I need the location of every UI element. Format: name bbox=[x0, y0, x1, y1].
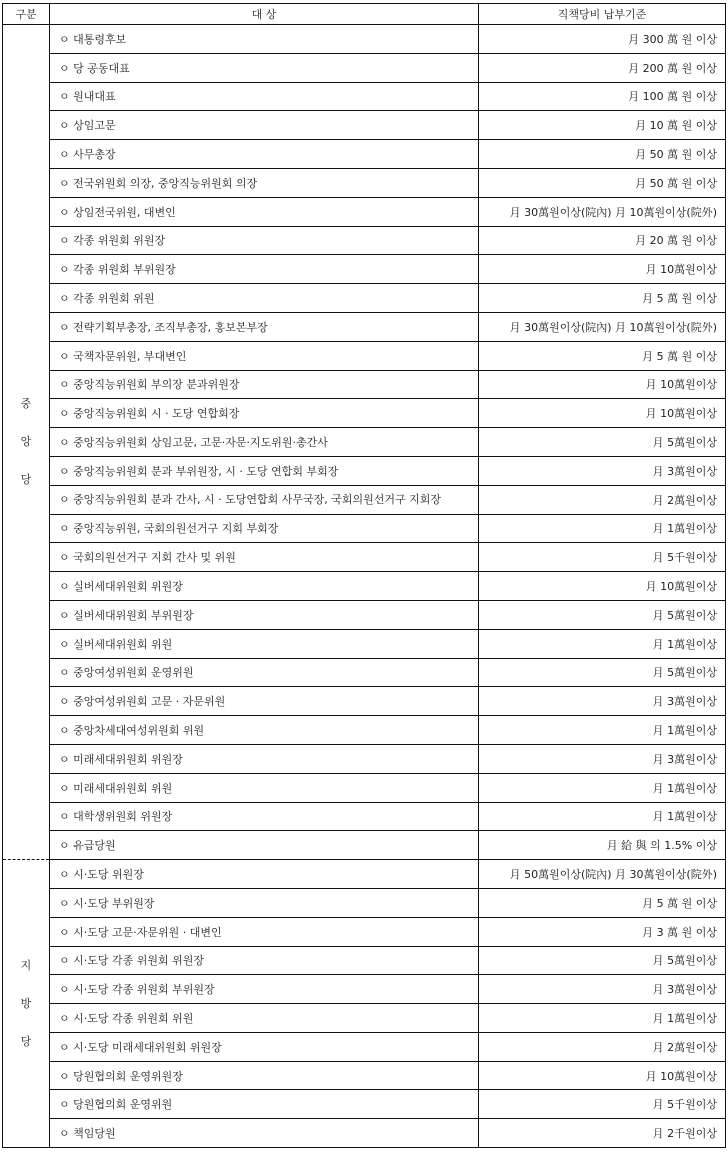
table-row bbox=[3, 946, 726, 975]
row-target: ㅇ 실버세대위원회 위원장 bbox=[50, 572, 479, 601]
table-row bbox=[3, 284, 726, 313]
category-central-char: 앙 bbox=[20, 435, 32, 449]
row-amount: 月 2千원이상 bbox=[479, 1119, 726, 1148]
row-target: ㅇ 중앙여성위원회 고문 · 자문위원 bbox=[50, 687, 479, 716]
row-amount: 月 5千원이상 bbox=[479, 1090, 726, 1119]
table-row bbox=[3, 370, 726, 399]
table-row bbox=[3, 25, 726, 54]
row-target: ㅇ 시·도당 각종 위원회 부위원장 bbox=[50, 975, 479, 1004]
row-amount: 月 5千원이상 bbox=[479, 543, 726, 572]
row-target: ㅇ 책임당원 bbox=[50, 1119, 479, 1148]
category-local-char: 방 bbox=[20, 996, 32, 1010]
row-amount: 月 100 萬 원 이상 bbox=[479, 82, 726, 111]
row-amount: 月 50 萬 원 이상 bbox=[479, 140, 726, 169]
row-target: ㅇ 사무총장 bbox=[50, 140, 479, 169]
header-category: 구분 bbox=[3, 4, 50, 25]
row-amount: 月 10萬원이상 bbox=[479, 399, 726, 428]
row-target: ㅇ 미래세대위원회 위원장 bbox=[50, 744, 479, 773]
row-amount: 月 10萬원이상 bbox=[479, 1061, 726, 1090]
row-amount: 月 50萬원이상(院內) 月 30萬원이상(院外) bbox=[479, 860, 726, 889]
row-target: ㅇ 시·도당 위원장 bbox=[50, 860, 479, 889]
table-row bbox=[3, 226, 726, 255]
row-amount: 月 2萬원이상 bbox=[479, 1032, 726, 1061]
row-amount: 月 3 萬 원 이상 bbox=[479, 917, 726, 946]
table-row bbox=[3, 1061, 726, 1090]
category-central-char: 중 bbox=[20, 397, 32, 411]
row-amount: 月 5萬원이상 bbox=[479, 946, 726, 975]
row-amount: 月 5萬원이상 bbox=[479, 658, 726, 687]
table-row bbox=[3, 860, 726, 889]
row-target: ㅇ 시·도당 미래세대위원회 위원장 bbox=[50, 1032, 479, 1061]
table-row bbox=[3, 53, 726, 82]
row-target: ㅇ 실버세대위원회 위원 bbox=[50, 629, 479, 658]
table-row bbox=[3, 514, 726, 543]
row-amount: 月 1萬원이상 bbox=[479, 1004, 726, 1033]
category-central-char: 당 bbox=[20, 473, 32, 487]
row-amount: 月 20 萬 원 이상 bbox=[479, 226, 726, 255]
row-target: ㅇ 각종 위원회 위원 bbox=[50, 284, 479, 313]
table-row bbox=[3, 140, 726, 169]
row-target: ㅇ 국책자문위원, 부대변인 bbox=[50, 341, 479, 370]
row-amount: 月 3萬원이상 bbox=[479, 687, 726, 716]
row-amount: 月 3萬원이상 bbox=[479, 744, 726, 773]
row-amount: 月 5萬원이상 bbox=[479, 600, 726, 629]
table-row bbox=[3, 399, 726, 428]
row-target: ㅇ 시·도당 고문·자문위원 · 대변인 bbox=[50, 917, 479, 946]
row-amount: 月 1萬원이상 bbox=[479, 514, 726, 543]
table-row bbox=[3, 773, 726, 802]
row-target: ㅇ 중앙직능위원, 국회의원선거구 지회 부회장 bbox=[50, 514, 479, 543]
row-target: ㅇ 상임고문 bbox=[50, 111, 479, 140]
row-target: ㅇ 중앙직능위원회 상임고문, 고문·자문·지도위원·총간사 bbox=[50, 428, 479, 457]
table-row bbox=[3, 572, 726, 601]
table-row bbox=[3, 341, 726, 370]
row-amount: 月 30萬원이상(院內) 月 10萬원이상(院外) bbox=[479, 197, 726, 226]
row-amount: 月 5 萬 원 이상 bbox=[479, 341, 726, 370]
category-local-char: 지 bbox=[20, 958, 32, 972]
table-row bbox=[3, 543, 726, 572]
table-row bbox=[3, 428, 726, 457]
row-target: ㅇ 유급당원 bbox=[50, 831, 479, 860]
category-local-char: 당 bbox=[20, 1034, 32, 1048]
header-amount: 직책당비 납부기준 bbox=[479, 4, 726, 25]
row-amount: 月 給 與 의 1.5% 이상 bbox=[479, 831, 726, 860]
row-target: ㅇ 미래세대위원회 위원 bbox=[50, 773, 479, 802]
table-row bbox=[3, 1004, 726, 1033]
row-target: ㅇ 당원협의회 운영위원 bbox=[50, 1090, 479, 1119]
table-row bbox=[3, 111, 726, 140]
row-amount: 月 1萬원이상 bbox=[479, 802, 726, 831]
row-target: ㅇ 중앙직능위원회 분과 부위원장, 시 · 도당 연합회 부회장 bbox=[50, 456, 479, 485]
table-row bbox=[3, 831, 726, 860]
table-row bbox=[3, 744, 726, 773]
row-target: ㅇ 중앙차세대여성위원회 위원 bbox=[50, 716, 479, 745]
row-amount: 月 2萬원이상 bbox=[479, 485, 726, 514]
row-target: ㅇ 전국위원회 의장, 중앙직능위원회 의장 bbox=[50, 168, 479, 197]
row-target: ㅇ 국회의원선거구 지회 간사 및 위원 bbox=[50, 543, 479, 572]
table-body bbox=[3, 25, 726, 1148]
table-row bbox=[3, 658, 726, 687]
row-target: ㅇ 시·도당 각종 위원회 위원 bbox=[50, 1004, 479, 1033]
table-row bbox=[3, 1090, 726, 1119]
table-row bbox=[3, 687, 726, 716]
row-amount: 月 10萬원이상 bbox=[479, 255, 726, 284]
table-row bbox=[3, 485, 726, 514]
row-target: ㅇ 당원협의회 운영위원장 bbox=[50, 1061, 479, 1090]
row-amount: 月 10 萬 원 이상 bbox=[479, 111, 726, 140]
table-row bbox=[3, 1119, 726, 1148]
header-row bbox=[3, 4, 726, 25]
row-amount: 月 3萬원이상 bbox=[479, 975, 726, 1004]
table-row bbox=[3, 82, 726, 111]
table-row bbox=[3, 600, 726, 629]
row-target: ㅇ 각종 위원회 위원장 bbox=[50, 226, 479, 255]
row-target: ㅇ 중앙직능위원회 분과 간사, 시 · 도당연합회 사무국장, 국회의원선거구 지회장 bbox=[50, 485, 479, 514]
table-row bbox=[3, 917, 726, 946]
table-row bbox=[3, 255, 726, 284]
category-central bbox=[3, 25, 50, 860]
row-amount: 月 10萬원이상 bbox=[479, 572, 726, 601]
header-target: 대 상 bbox=[50, 4, 479, 25]
row-target: ㅇ 원내대표 bbox=[50, 82, 479, 111]
row-target: ㅇ 중앙직능위원회 시 · 도당 연합회장 bbox=[50, 399, 479, 428]
table-row bbox=[3, 197, 726, 226]
table-row bbox=[3, 802, 726, 831]
row-amount: 月 5 萬 원 이상 bbox=[479, 888, 726, 917]
row-target: ㅇ 대통령후보 bbox=[50, 25, 479, 54]
fee-table bbox=[2, 3, 726, 1148]
row-target: ㅇ 중앙직능위원회 부의장 분과위원장 bbox=[50, 370, 479, 399]
row-amount: 月 5 萬 원 이상 bbox=[479, 284, 726, 313]
table-row bbox=[3, 312, 726, 341]
table-row bbox=[3, 456, 726, 485]
category-local bbox=[3, 860, 50, 1148]
row-target: ㅇ 시·도당 부위원장 bbox=[50, 888, 479, 917]
row-amount: 月 50 萬 원 이상 bbox=[479, 168, 726, 197]
row-amount: 月 30萬원이상(院內) 月 10萬원이상(院外) bbox=[479, 312, 726, 341]
table-row bbox=[3, 975, 726, 1004]
table-row bbox=[3, 888, 726, 917]
table-row bbox=[3, 1032, 726, 1061]
row-amount: 月 10萬원이상 bbox=[479, 370, 726, 399]
row-target: ㅇ 대학생위원회 위원장 bbox=[50, 802, 479, 831]
row-amount: 月 1萬원이상 bbox=[479, 716, 726, 745]
row-amount: 月 1萬원이상 bbox=[479, 629, 726, 658]
row-target: ㅇ 상임전국위원, 대변인 bbox=[50, 197, 479, 226]
row-target: ㅇ 시·도당 각종 위원회 위원장 bbox=[50, 946, 479, 975]
row-amount: 月 5萬원이상 bbox=[479, 428, 726, 457]
row-amount: 月 3萬원이상 bbox=[479, 456, 726, 485]
table-row bbox=[3, 629, 726, 658]
row-amount: 月 300 萬 원 이상 bbox=[479, 25, 726, 54]
row-target: ㅇ 각종 위원회 부위원장 bbox=[50, 255, 479, 284]
row-amount: 月 1萬원이상 bbox=[479, 773, 726, 802]
row-target: ㅇ 전략기획부총장, 조직부총장, 홍보본부장 bbox=[50, 312, 479, 341]
row-target: ㅇ 실버세대위원회 부위원장 bbox=[50, 600, 479, 629]
row-amount: 月 200 萬 원 이상 bbox=[479, 53, 726, 82]
table-row bbox=[3, 716, 726, 745]
row-target: ㅇ 중앙여성위원회 운영위원 bbox=[50, 658, 479, 687]
row-target: ㅇ 당 공동대표 bbox=[50, 53, 479, 82]
table-row bbox=[3, 168, 726, 197]
